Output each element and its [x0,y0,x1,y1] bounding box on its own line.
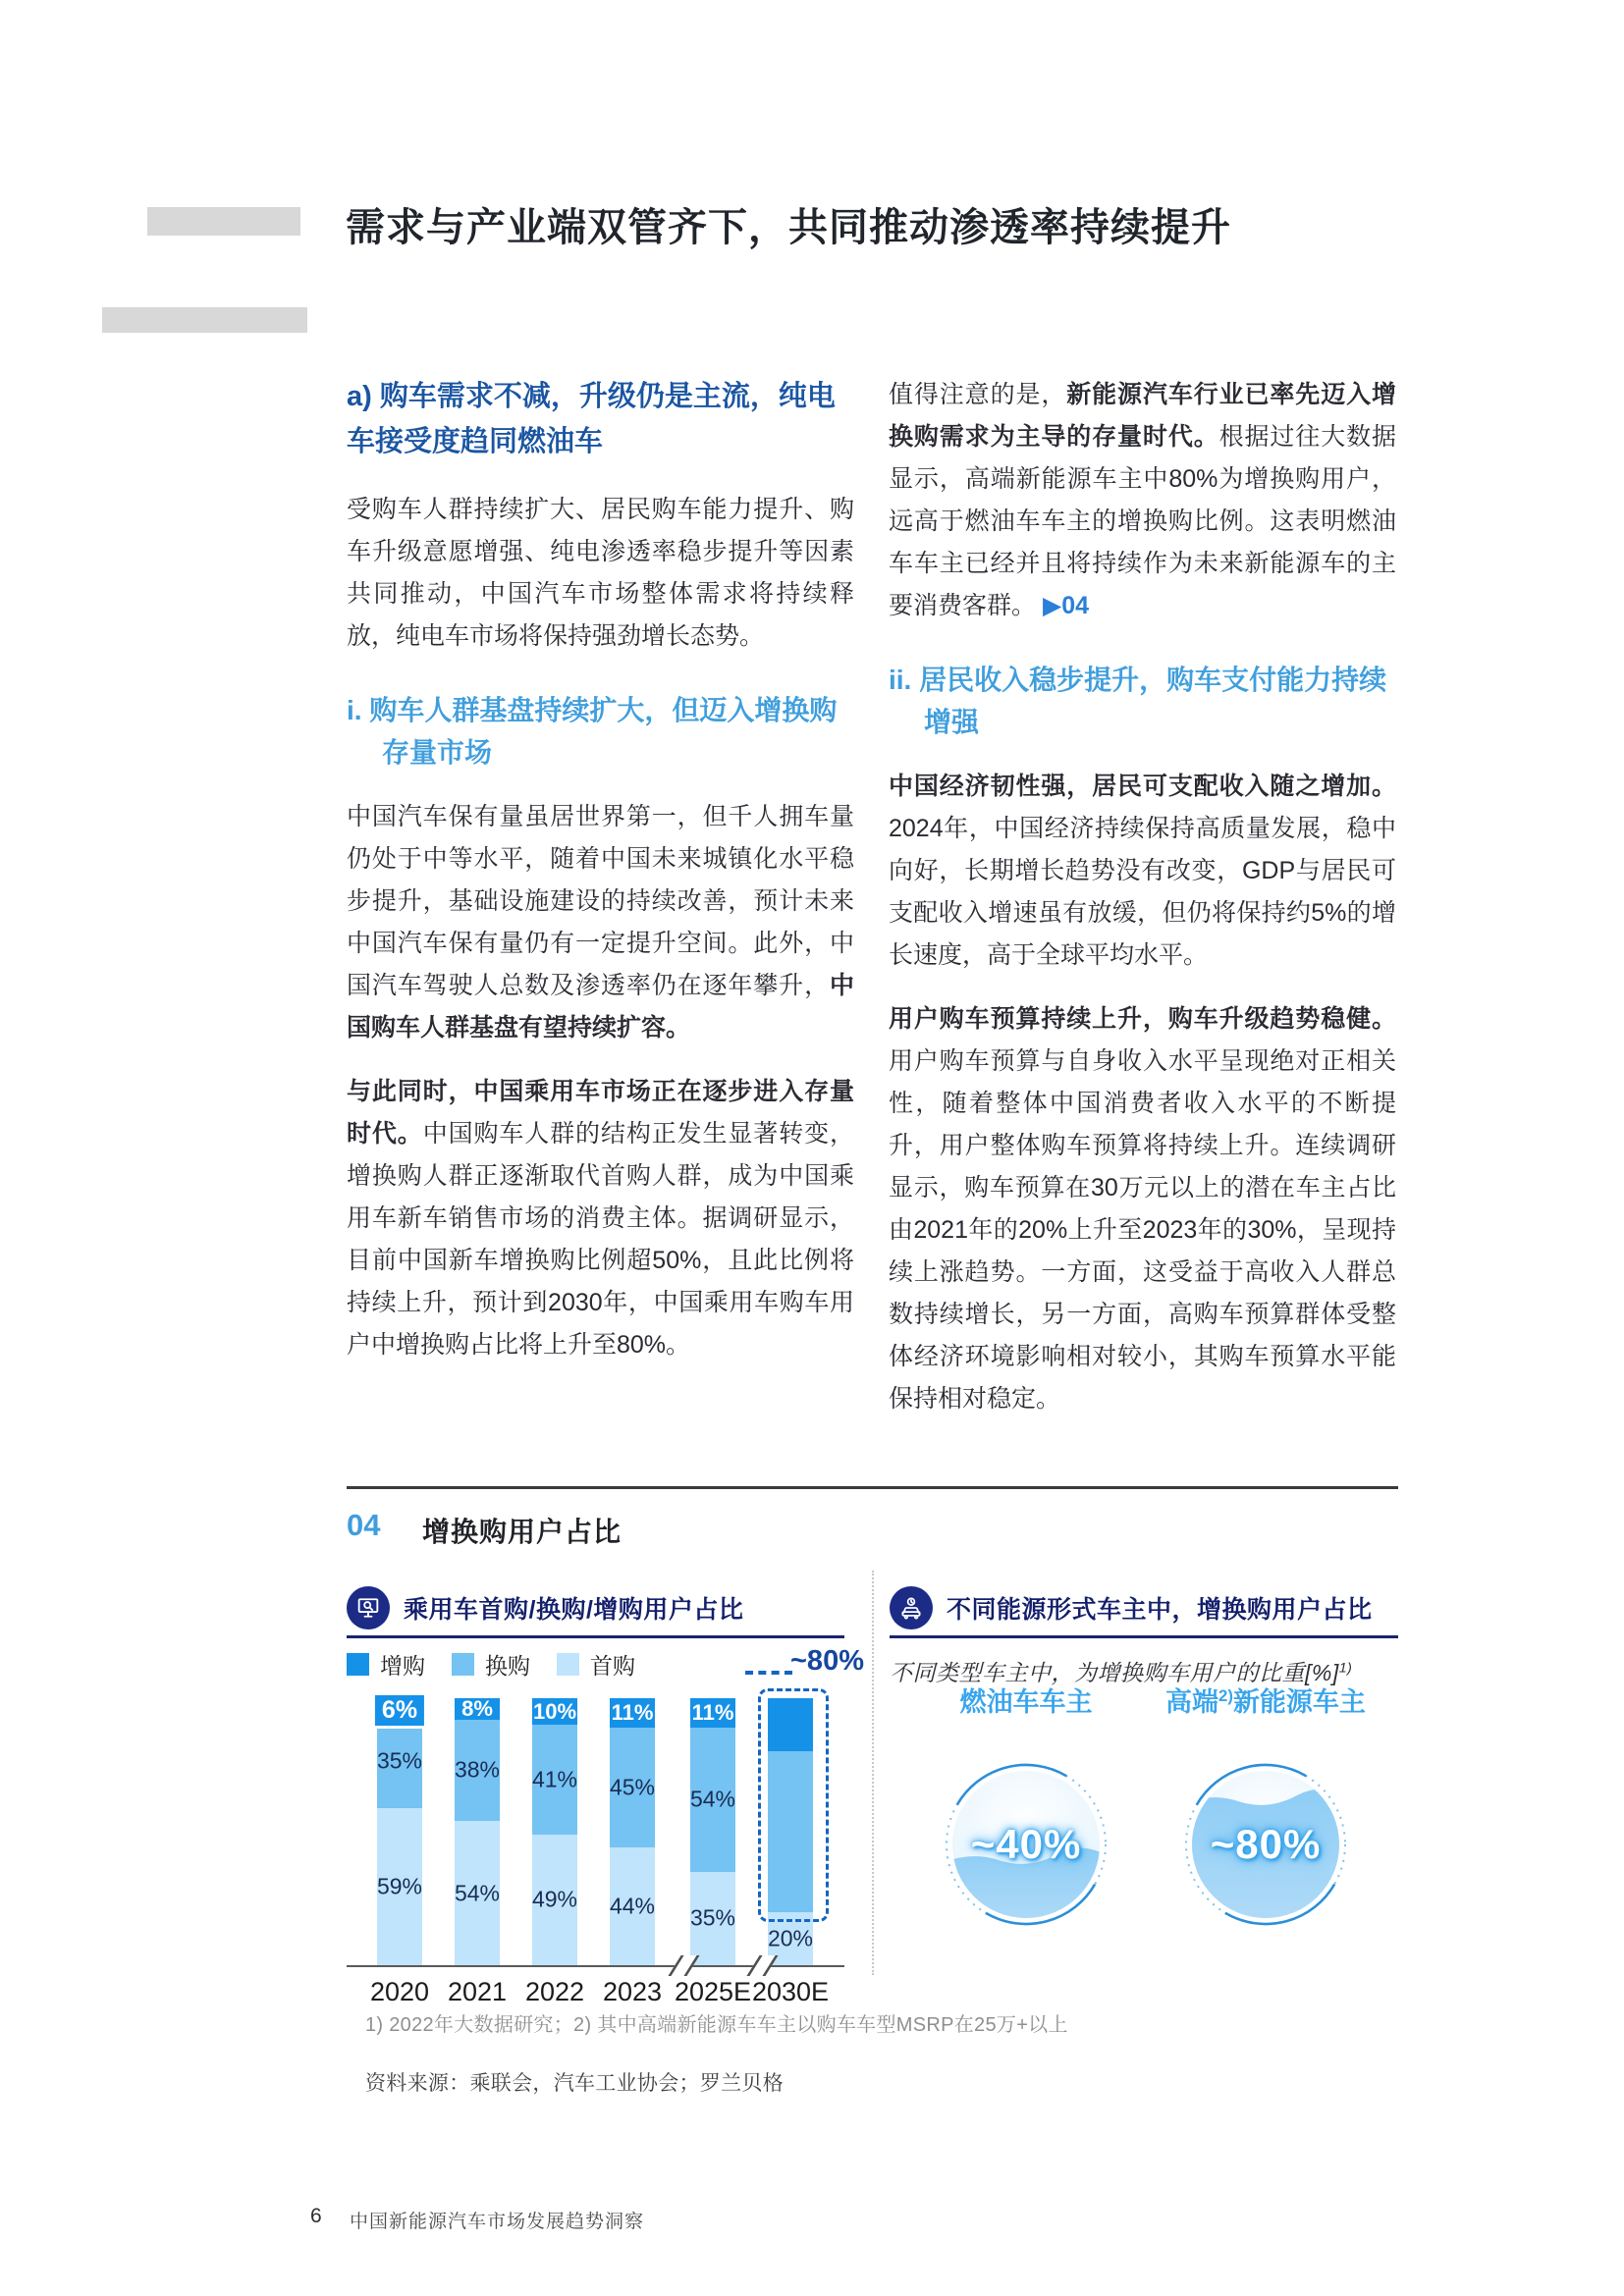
gauge-premium-nev-owners [1137,1681,1394,1927]
page-number: 6 [310,2205,322,2227]
stacked-bar-2020 [377,1698,422,1965]
source-line: 资料来源：乘联会，汽车工业协会；罗兰贝格 [365,2072,784,2095]
bar-value-label: 8% [461,1695,493,1721]
bar-chart-legend [347,1648,662,1681]
paragraph: 中国经济韧性强，居民可支配收入随之增加。2024年，中国经济持续保持高质量发展，稳中向好，长期增长趋势没有改变，GDP与居民可支配收入增速虽有放缓，但仍将保持约5%的增长速度，高于全球平均水平。 [889,773,1396,969]
paragraph: 用户购车预算持续上升，购车升级趋势稳健。用户购车预算与自身收入水平呈现绝对正相关性，随着整体中国消费者收入水平的不断提升，用户整体购车预算将持续上升。连续调研显示，购车预算在30万元以上的潜在车主占比由2021年的20%上升至2023年的30%，呈现持续上涨趋势。一方面，这受益于高收入人群总数持续增长，另一方面，高购车预算群体受整体经济环境影响相对较小，其购车预算水平能保持相对稳定。 [889,1005,1396,1413]
legend-item-增购 [347,1648,425,1681]
decorative-bar [102,307,307,333]
legend-swatch [452,1653,474,1676]
bar-value-label: 20% [767,1925,814,1951]
stacked-bar-2023 [610,1698,655,1965]
paragraph: 值得注意的是，新能源汽车行业已率先迈入增换购需求为主导的存量时代。根据过往大数据显示，高端新能源车主中80%为增换购用户，远高于燃油车车主的增换购比例。这表明燃油车车主已经并且将持续作为未来新能源车的主要消费客群。 ▶04 [889,381,1396,619]
panel-underline [890,1635,1398,1638]
left-panel-header [347,1586,844,1629]
bar-segment-首购 [532,1835,577,1965]
stacked-bar-2021 [454,1695,501,1965]
legend-label: 换购 [485,1653,530,1679]
monitor-search-icon [347,1586,390,1629]
legend-item-换购 [452,1648,530,1681]
bar-segment-换购 [455,1720,500,1821]
stacked-bar-2025E [690,1698,735,1965]
bar-segment-首购 [610,1847,655,1965]
x-axis-label: 2022 [524,1977,585,2006]
bar-value-label: 35% [689,1904,736,1931]
bar-value-label: 6% [372,1692,427,1729]
bar-value-label: 10% [532,1698,577,1724]
bar-segment-换购 [690,1728,735,1872]
gauge-label: 高端$^{2)}$新能源车主 [1165,1686,1366,1717]
right-panel-header [890,1586,1398,1629]
axis-break-icon [746,1955,778,1976]
bar-value-label: 11% [611,1699,654,1725]
gauge-bubble [944,1762,1109,1927]
x-axis-label: 2020 [369,1977,430,2006]
gauge-label: 燃油车车主 [959,1687,1093,1717]
annotation-leader-line [745,1671,792,1675]
exhibit-number: 04 [347,1508,381,1542]
legend-swatch [347,1653,369,1676]
stacked-bar-2022 [532,1698,577,1965]
page-title: 需求与产业端双管齐下，共同推动渗透率持续提升 [346,206,1231,249]
bar-segment-增购 [610,1698,655,1728]
bar-segment-换购 [610,1728,655,1847]
bar-segment-增购 [532,1698,577,1725]
gauge-bubble [1183,1762,1348,1927]
bar-value-label: 35% [376,1747,423,1774]
subsection-heading-ii: ii. 居民收入稳步提升，购车支付能力持续增强 [889,665,1387,737]
paragraph: 受购车人群持续扩大、居民购车能力提升、购车升级意愿增强、纯电渗透率稳步提升等因素共同推动，中国汽车市场整体需求将持续释放，纯电车市场将保持强劲增长态势。 [347,496,854,650]
x-axis-label: 2021 [447,1977,508,2006]
legend-item-首购 [557,1648,635,1681]
gauge-fuel-car-owners [903,1681,1149,1927]
right-text-column [889,374,1396,1442]
bar-value-label: 38% [454,1756,501,1783]
car-gauge-icon [890,1586,933,1629]
highlight-box-2030e [758,1688,829,1922]
subsection-heading-i: i. 购车人群基盘持续扩大，但迈入增换购存量市场 [347,695,838,768]
left-chart-title: 乘用车首购/换购/增购用户占比 [404,1596,744,1624]
bar-value-label: 54% [454,1880,501,1906]
bar-segment-首购 [377,1808,422,1965]
decorative-bar [147,207,300,236]
x-axis-label: 2023 [602,1977,663,2006]
panel-divider-dotted [872,1571,874,1975]
gauge-value: ~80% [1210,1821,1322,1867]
footer-doc-title: 中国新能源汽车市场发展趋势洞察 [350,2212,645,2232]
paragraph: 与此同时，中国乘用车市场正在逐步进入存量时代。中国购车人群的结构正发生显著转变，增换购人群正逐渐取代首购人群，成为中国乘用车新车销售市场的消费主体。据调研显示，目前中国新车增换购比例超50%，且此比例将持续上升，预计到2030年，中国乘用车购车用户中增换购占比将上升至80%。 [347,1078,854,1359]
annotation-label: ~80% [790,1645,864,1677]
paragraph: 中国汽车保有量虽居世界第一，但千人拥车量仍处于中等水平，随着中国未来城镇化水平稳步提升，基础设施建设的持续改善，预计未来中国汽车保有量仍有一定提升空间。此外，中国汽车驾驶人总数及渗透率仍在逐年攀升，中国购车人群基盘有望持续扩容。 [347,803,854,1041]
bar-segment-增购 [377,1696,422,1725]
axis-break-icon [668,1955,699,1976]
legend-swatch [557,1653,579,1676]
bar-segment-增购 [690,1698,735,1728]
bar-value-label: 49% [531,1886,578,1912]
legend-label: 增购 [380,1653,425,1679]
x-axis-label: 2030E [751,1977,830,2006]
bar-segment-换购 [532,1725,577,1835]
legend-label: 首购 [590,1653,635,1679]
bar-value-label: 11% [691,1699,734,1725]
bar-value-label: 54% [689,1786,736,1812]
exhibit-title: 增换购用户占比 [422,1517,623,1547]
bar-segment-首购 [690,1872,735,1965]
bar-value-label: 59% [376,1873,423,1899]
bar-segment-首购 [455,1821,500,1965]
right-chart-subtitle: 不同类型车主中，为增换购车用户的比重[%]$^{1)}$ [890,1660,1353,1685]
right-chart-title: 不同能源形式车主中，增换购用户占比 [947,1596,1373,1624]
bar-segment-增购 [455,1695,500,1721]
bar-value-label: 41% [531,1766,578,1792]
left-text-column [347,374,854,1388]
footnote: 1) 2022年大数据研究；2) 其中高端新能源车车主以购车车型MSRP在25万+以上 [365,2014,1068,2036]
panel-underline [347,1635,844,1638]
section-heading-a: a) 购车需求不减，升级仍是主流，纯电车接受度趋同燃油车 [347,381,836,457]
x-axis-label: 2025E [674,1977,752,2006]
bar-value-label: 45% [609,1774,656,1800]
gauge-value: ~40% [970,1821,1082,1867]
bar-value-label: 44% [609,1893,656,1919]
section-divider-rule [347,1486,1398,1489]
